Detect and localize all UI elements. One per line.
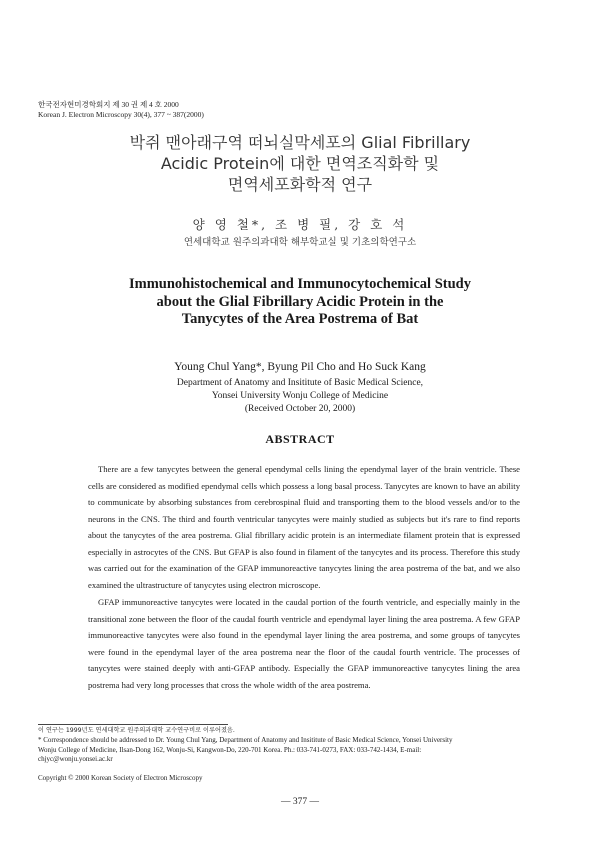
korean-affiliation: 연세대학교 원주의과대학 해부학교실 및 기초의학연구소 — [183, 237, 417, 248]
funding-note: 이 연구는 1999년도 연세대학교 원주의과대학 교수연구비로 이루어졌음. — [38, 727, 235, 734]
english-title-line: Immunohistochemical and Immunocytochemical Study — [129, 276, 471, 292]
korean-title — [60, 132, 540, 195]
english-title-line: about the Glial Fibrillary Acidic Protein in the — [156, 293, 444, 310]
abstract-body — [88, 461, 520, 693]
page-number: — 377 — — [281, 797, 319, 807]
korean-title-line: Acidic Protein에 대한 면역조직화학 및 — [160, 154, 440, 173]
english-title — [60, 276, 540, 329]
correspondence-note: * Correspondence should be addressed to Dr. Young Chul Yang, Department of Anatomy and Insititute of Basic Medical Science, Yonsei University — [38, 735, 453, 744]
affiliation-university: Yonsei University Wonju College of Medicine — [211, 391, 389, 401]
footnotes — [38, 726, 562, 765]
correspondence-email: chjyc@wonju.yonsei.ac.kr — [38, 755, 113, 764]
footnote-divider — [38, 724, 228, 725]
english-authors: Young Chul Yang*, Byung Pil Cho and Ho Suck Kang — [174, 361, 426, 373]
abstract-heading: ABSTRACT — [265, 432, 335, 446]
english-title-line: Tanycytes of the Area Postrema of Bat — [181, 311, 419, 327]
abstract-paragraph: There are a few tanycytes between the general ependymal cells lining the ependymal layer of the brain ventricle. These cells are considered as modified ependymal cells which possess a long basal process. Tanycytes are known to have an ability to communicate by absorbing substances from cerebrospinal fluid and transporting them to the blood vessels and/or to the neurons in the CNS. The third and fourth ventricular tanycytes were mainly studied as subjects but it's rare to find reports about the tanycytes of the area postrema. Glial fibrillary acidic protein is an intermediate filament protein that is expressed especially in astrocytes of the CNS. But GFAP is also found in filament of the tanycytes and its process. Therefore this study was carried out for the examination of the GFAP immunoreactive tanycytes lining the area postrema of the bat, and we also examined the ultrastructure of tanycytes using electron microscope. — [88, 464, 520, 590]
korean-title-line: 면역세포화학적 연구 — [227, 175, 373, 194]
journal-name-korean: 한국전자현미경학회지 제 30 권 제 4 호 2000 — [38, 100, 179, 109]
korean-title-line: 박쥐 맨아래구역 떠뇌실막세포의 Glial Fibrillary — [129, 133, 471, 152]
correspondence-note: Wonju College of Medicine, Ilsan-Dong 162, Wonju-Si, Kangwon-Do, 220-701 Korea. Ph.: 033-741-0273, FAX: 033-742-1434, E-mail: — [38, 745, 422, 754]
received-date: (Received October 20, 2000) — [244, 404, 356, 414]
english-affiliation — [0, 377, 600, 416]
abstract-paragraph: GFAP immunoreactive tanycytes were located in the caudal portion of the fourth ventricle, and especially mainly in the transitional zone between the floor of the caudal fourth ventricle and ependymal layer lining the area postrema. A few GFAP immunoreactive tanycytes were also found in the ependymal layer lining the area postrema, and some groups of tanycytes were found in the ependymal layer of the area postrema near the floor of the caudal fourth ventricle. The processes of tanycytes were stained deeply with anti-GFAP antibody. Especially the GFAP immunoreactive tanycytes lining the area postrema had very long processes that cross the whole width of the area postrema. — [88, 597, 520, 690]
journal-header — [38, 100, 204, 120]
affiliation-department: Department of Anatomy and Insititute of Basic Medical Science, — [176, 378, 424, 388]
copyright-notice: Copyright © 2000 Korean Society of Electron Microscopy — [38, 774, 203, 782]
journal-name-english: Korean J. Electron Microscopy 30(4), 377 ~ 387(2000) — [38, 110, 204, 119]
korean-authors: 양 영 철*, 조 병 필, 강 호 석 — [192, 217, 408, 232]
